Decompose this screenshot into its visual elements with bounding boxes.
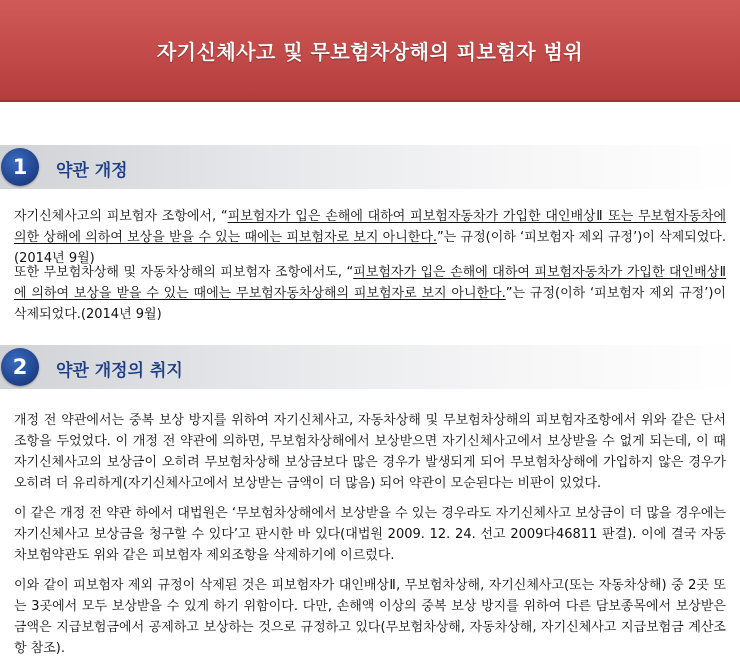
section-1-paragraph-1 [14,206,726,269]
p2-quote: 피보험자가 입은 손해에 대하여 피보험자동차가 가입한 대인배상Ⅱ에 의하여 보상을 받을 수 있는 때에는 무보험자동차상해의 피보험자로 보지 아니한다. [14,265,726,301]
section-2-title: 약관 개정의 취지 [56,361,183,381]
section-2-paragraph-purpose: 이와 같이 피보험자 제외 규정이 삭제된 것은 피보험자가 대인배상Ⅱ, 무보험차상해, 자기신체사고(또는 자동차상해) 중 2곳 또는 3곳에서 모두 보상받을 수 있게 하기 위함이다. 다만, 손해액 이상의 중복 보상 방지를 위하여 다른 담보종목에서 보상받은 금액은 지급보험금에서 공제하고 보상하는 것으로 규정하고 있다(무보험차상해, 자동차상해, 자기신체사고 지급보험금 계산조항 참조). [14,578,726,656]
section-2-paragraph-background: 개정 전 약관에서는 중복 보상 방지를 위하여 자기신체사고, 자동차상해 및 무보험차상해의 피보험자조항에서 위와 같은 단서조항을 두었었다. 이 개정 전 약관에 의하면, 무보험차상해에서 보상받으면 자기신체사고에서 보상받을 수 없게 되는데, 이 때 자기신체사고의 보상금이 오히려 무보험차상해 보상금보다 많은 경우가 발생되게 되어 무보험차상해에 가입하지 않은 경우가 오히려 더 유리하게(자기신체사고에서 보상받는 금액이 더 많음) 되어 약관이 모순된다는 비판이 있었다. [14,413,726,491]
p1-quote: 피보험자가 입은 손해에 대하여 피보험자동차가 가입한 대인배상Ⅱ 또는 무보험자동차에 의한 상해에 의하여 보상을 받을 수 있는 때에는 피보험자로 보지 아니한다. [14,209,726,245]
section-1-number-badge: 1 [1,148,39,186]
section-1-title: 약관 개정 [56,161,128,181]
p1-suffix: ”는 규정(이하 ‘피보험자 제외 규정’)이 삭제되었다.(2014년 9월) [14,230,726,266]
p2-suffix: ”는 규정(이하 ‘피보험자 제외 규정’)이 삭제되었다.(2014년 9월) [14,286,726,322]
p2-prefix: 또한 무보험차상해 및 자동차상해의 피보험자 조항에서도, “ [14,265,354,280]
section-1-paragraph-2 [14,262,726,325]
section-2-number-badge: 2 [1,348,39,386]
p1-prefix: 자기신체사고의 피보험자 조항에서, “ [14,209,228,224]
section-2-paragraph-case: 이 같은 개정 전 약관 하에서 대법원은 ‘무보험차상해에서 보상받을 수 있는 경우라도 자기신체사고 보상금이 더 많을 경우에는 자기신체사고 보상금을 청구할 수 있다’고 판시한 바 있다(대법원 2009. 12. 24. 선고 2009다46811 판결). 이에 결국 자동차보험약관도 위와 같은 피보험자 제외조항을 삭제하기에 이르렀다. [14,506,726,563]
page-title: 자기신체사고 및 무보험차상해의 피보험자 범위 [156,40,584,64]
section-2-header [0,345,740,389]
section-1-header [0,145,740,189]
title-banner [0,0,740,102]
